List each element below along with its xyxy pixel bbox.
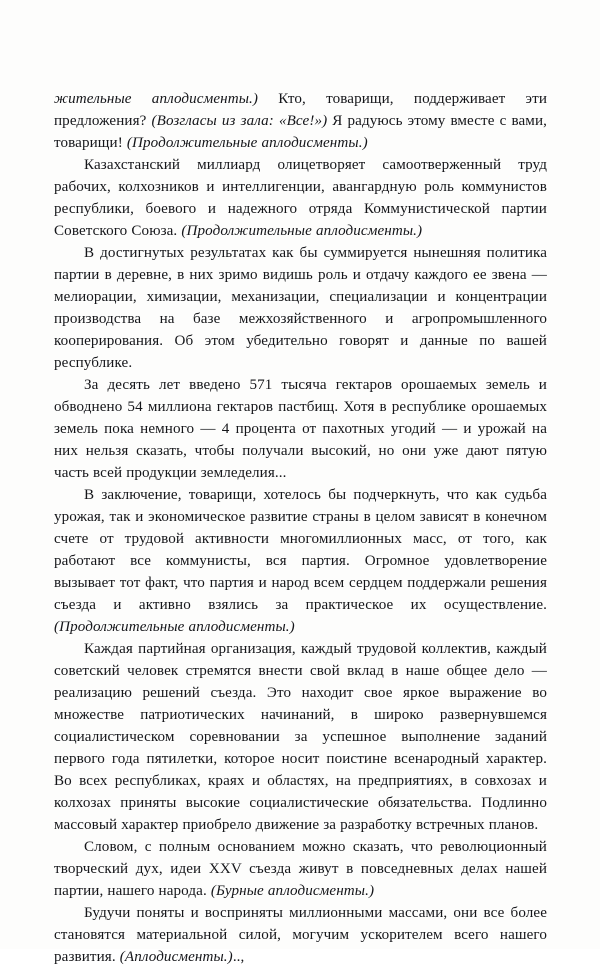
paragraph xyxy=(54,902,547,968)
paragraph xyxy=(54,154,547,242)
text-run-italic: (Аплодисменты.) xyxy=(119,949,233,965)
text-run: Словом, с полным основанием можно сказать, что революционный творческий дух, идеи XXV съезда живут в повседневных делах нашей партии, нашего народа. xyxy=(54,839,547,899)
text-run: За десять лет введено 571 тысяча гектаров орошаемых земель и обводнено 54 миллиона гектаров пастбищ. Хотя в республике орошаемых земель пока немного — 4 процента от пахотных угодий — и урожай на них нельзя сказать, чтобы получали высокий, но они уже дают пятую часть всей продукции земледелия... xyxy=(54,377,547,481)
text-run: Будучи поняты и восприняты миллионными массами, они все более становятся материальной силой, могучим ускорителем всего нашего развития. xyxy=(54,905,547,965)
text-run: В достигнутых результатах как бы суммируется нынешняя политика партии в деревне, в них зримо видишь роль и отдачу каждого ее звена — мелиорации, химизации, механизации, специализации и концентрации производства на базе межхозяйственного и агропромышленного кооперирования. Об этом убедительно говорят и данные по вашей республике. xyxy=(54,245,547,371)
text-run: Казахстанский миллиард олицетворяет самоотверженный труд рабочих, колхозников и интеллигенции, авангардную роль коммунистов республики, боевого и надежного отряда Коммунистической партии Советского Союза. xyxy=(54,157,547,239)
text-run-italic: (Продолжительные аплодисменты.) xyxy=(126,135,368,151)
paragraph xyxy=(54,374,547,484)
body-text-column xyxy=(54,88,547,968)
paragraph xyxy=(54,88,547,154)
text-run: Каждая партийная организация, каждый трудовой коллектив, каждый советский человек стремятся внести свой вклад в наше общее дело — реализацию решений съезда. Это находит свое яркое выражение во множестве патриотических начинаний, в широко развернувшемся социалистическом соревновании за успешное выполнение заданий первого года пятилетки, которое носит поистине всенародный характер. Во всех республиках, краях и областях, на предприятиях, в совхозах и колхозах приняты высокие социалистические обязательства. Подлинно массовый характер приобрело движение за разработку встречных планов. xyxy=(54,641,547,833)
text-run: .., xyxy=(232,949,245,965)
text-run-italic: (Продолжительные аплодисменты.) xyxy=(181,223,423,239)
text-run-italic: (Продолжительные аплодисменты.) xyxy=(54,619,295,635)
text-run-italic: (Бурные аплодисменты.) xyxy=(210,883,375,899)
text-run: В заключение, товарищи, хотелось бы подчеркнуть, что как судьба урожая, так и экономическое развитие страны в целом зависят в конечном счете от трудовой активности многомиллионных масс, от того, как работают все коммунисты, вся партия. Огромное удовлетворение вызывает тот факт, что партия и народ всем сердцем поддержали решения съезда и активно взялись за практическое их осуществление. xyxy=(54,487,547,613)
paragraph xyxy=(54,242,547,374)
paragraph xyxy=(54,484,547,638)
paragraph xyxy=(54,836,547,902)
text-run-italic: (Возгласы из зала: «Все!») xyxy=(151,113,328,129)
text-run-italic: жительные аплодисменты.) xyxy=(54,91,259,107)
text-run: Я радуюсь этому вместе с вами, товарищи! xyxy=(54,113,548,151)
paragraph xyxy=(54,638,547,836)
text-run: Кто, товарищи, поддерживает эти предложения? xyxy=(54,91,547,129)
